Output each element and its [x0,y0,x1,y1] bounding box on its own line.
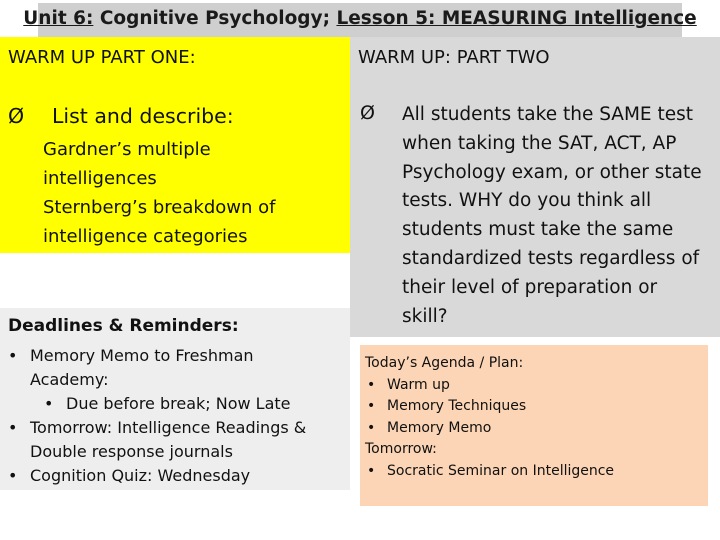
warm-up-part-two-header: WARM UP: PART TWO [358,47,550,68]
bullet-icon: • [8,466,18,485]
bullet-icon: • [367,419,376,436]
title-lesson-label: Lesson 5: MEASURING Intelligence [336,8,697,29]
agenda-panel [360,345,708,506]
bullet-icon: • [367,376,376,393]
bullet-icon: • [367,462,376,479]
page-title [0,8,720,29]
bullet-icon: • [44,394,54,413]
deadlines-reminders-panel [0,308,350,490]
title-unit-topic: Cognitive Psychology; [93,8,337,29]
bullet-icon: • [367,398,376,414]
warm-up-part-two-question [402,101,718,331]
warm-up-part-one-sublist [43,135,275,251]
bullet-icon: • [8,346,18,365]
question-line: tests. WHY do you think all [402,190,652,212]
question-line: standardized tests regardless of [402,247,700,269]
list-item-continuation: Academy: [30,370,109,389]
warm-up-part-one-panel [0,37,350,253]
warm-up-part-one-header: WARM UP PART ONE: [8,47,196,68]
list-item-continuation: Double response journals [30,442,233,461]
list-item: • Cognition Quiz: Wednesday [0,464,340,488]
agenda-item: • Memory Memo [365,418,614,440]
question-line: students must take the same [402,219,674,241]
sub-line: Gardner’s multiple [43,139,211,160]
deadlines-header: Deadlines & Reminders: [8,316,239,336]
warm-up-part-one-bullet [8,104,234,128]
list-item: • Tomorrow: Intelligence Readings & [0,416,340,440]
agenda-tomorrow-item: • Socratic Seminar on Intelligence [365,461,614,483]
agenda-content [365,353,614,482]
list-item: • Memory Memo to Freshman [0,344,340,368]
agenda-item: • Memory Techniques [365,396,614,418]
agenda-item: • Warm up [365,375,614,397]
deadlines-list [0,344,340,488]
title-unit-label: Unit 6: [23,8,94,29]
question-line: All students take the SAME test [402,104,694,125]
sub-line: Sternberg’s breakdown of [43,197,276,218]
question-line: their level of preparation or [402,276,658,298]
bullet-icon: • [8,418,18,437]
warm-up-part-two-panel [350,37,720,337]
sub-line: intelligence categories [43,226,248,247]
agenda-tomorrow-label: Tomorrow: [365,441,437,457]
agenda-header: Today’s Agenda / Plan: [365,355,524,371]
arrow-bullet-icon: Ø [8,104,25,128]
arrow-bullet-icon: Ø [360,102,375,124]
question-line: skill? [402,305,448,327]
sub-line: intelligences [43,168,157,189]
list-item-sub: • Due before break; Now Late [0,392,340,416]
question-line: when taking the SAT, ACT, AP [402,132,677,154]
warm-up-part-one-prompt: List and describe: [52,104,234,128]
question-line: Psychology exam, or other state [402,161,702,183]
